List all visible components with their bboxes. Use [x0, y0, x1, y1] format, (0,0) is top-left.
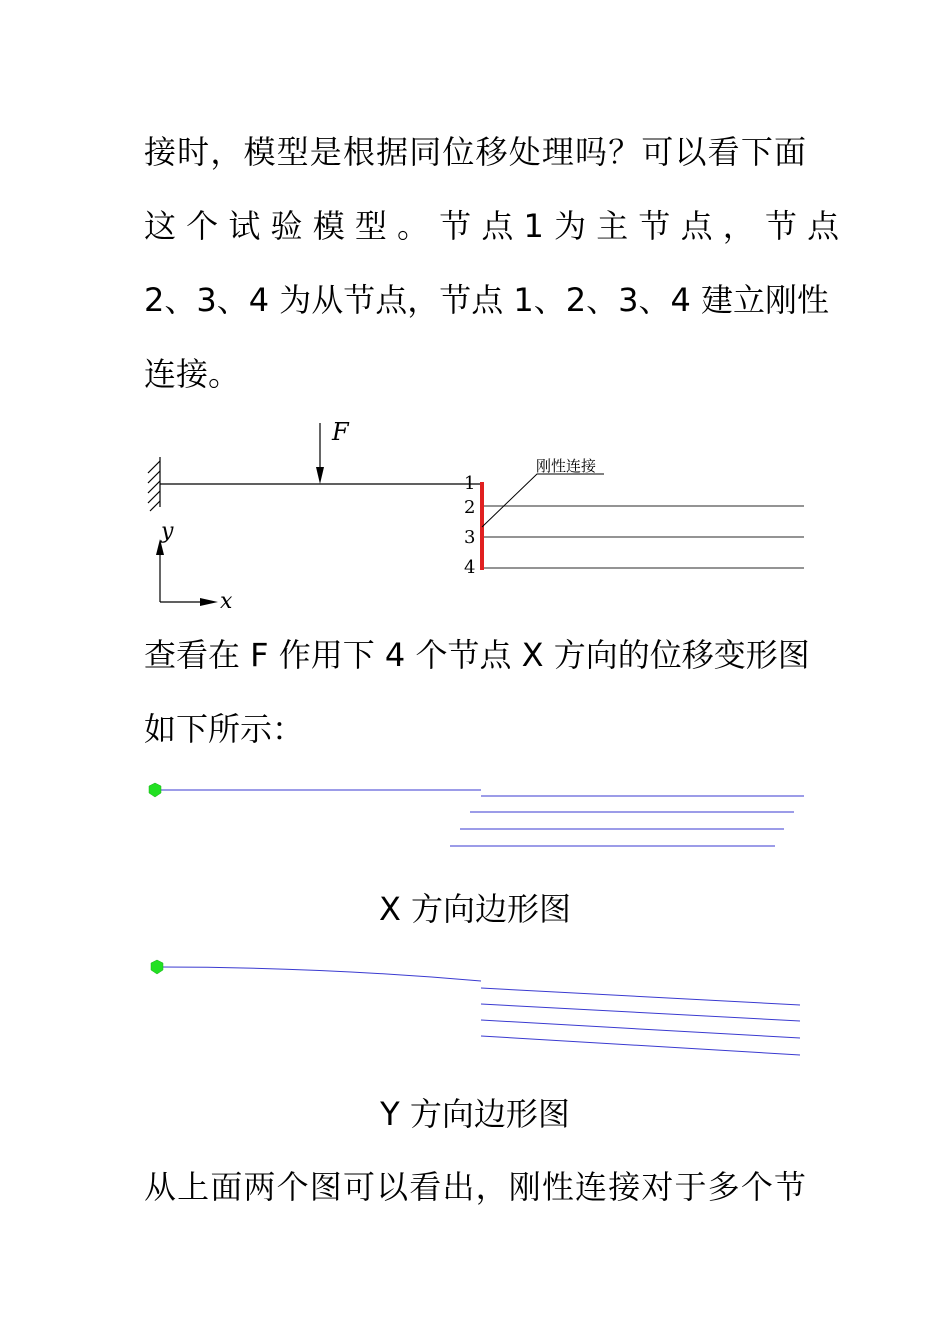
- deformed-line-3: [481, 1004, 800, 1021]
- deformed-line-4: [481, 1020, 800, 1038]
- deformed-line-5: [481, 1036, 800, 1055]
- deformed-beam: [160, 967, 481, 981]
- fixed-support: [148, 457, 160, 511]
- node-label-3: 3: [464, 527, 476, 548]
- paragraph-line: 2、3、4 为从节点，节点 1、2、3、4 建立刚性: [144, 281, 830, 319]
- paragraph-line: 从上面两个图可以看出，刚性连接对于多个节: [144, 1168, 806, 1206]
- model-diagram: [0, 415, 950, 615]
- rigid-link-annotation: 刚性连接: [536, 457, 597, 475]
- deformed-line-2: [481, 988, 800, 1005]
- support-node-marker: [151, 960, 163, 974]
- paragraph-line: 这 个 试 验 模 型 。 节 点 1 为 主 节 点 ， 节 点: [144, 207, 840, 245]
- x-plot-caption: X 方向边形图: [378, 890, 572, 928]
- axis-y-label: y: [161, 519, 174, 544]
- paragraph-1: [144, 115, 840, 411]
- force-arrow: [316, 423, 324, 484]
- node-label-4: 4: [464, 557, 476, 578]
- paragraph-3: [144, 1150, 806, 1224]
- x-deformation-plot: [0, 775, 950, 855]
- node-label-1: 1: [464, 473, 476, 494]
- y-plot-caption: Y 方向边形图: [380, 1095, 570, 1133]
- y-deformation-plot: [0, 955, 950, 1065]
- force-label: F: [332, 418, 349, 446]
- support-node-marker: [149, 783, 161, 797]
- paragraph-line: 查看在 F 作用下 4 个节点 X 方向的位移变形图: [144, 636, 810, 674]
- axis-x-label: x: [220, 589, 233, 614]
- annotation-leader: [482, 474, 604, 527]
- paragraph-2: [144, 618, 810, 766]
- paragraph-line: 连接。: [144, 355, 241, 393]
- node-label-2: 2: [464, 497, 476, 518]
- paragraph-line: 接时，模型是根据同位移处理吗？可以看下面: [144, 133, 806, 171]
- coordinate-axes: [156, 539, 218, 606]
- paragraph-line: 如下所示：: [144, 710, 305, 748]
